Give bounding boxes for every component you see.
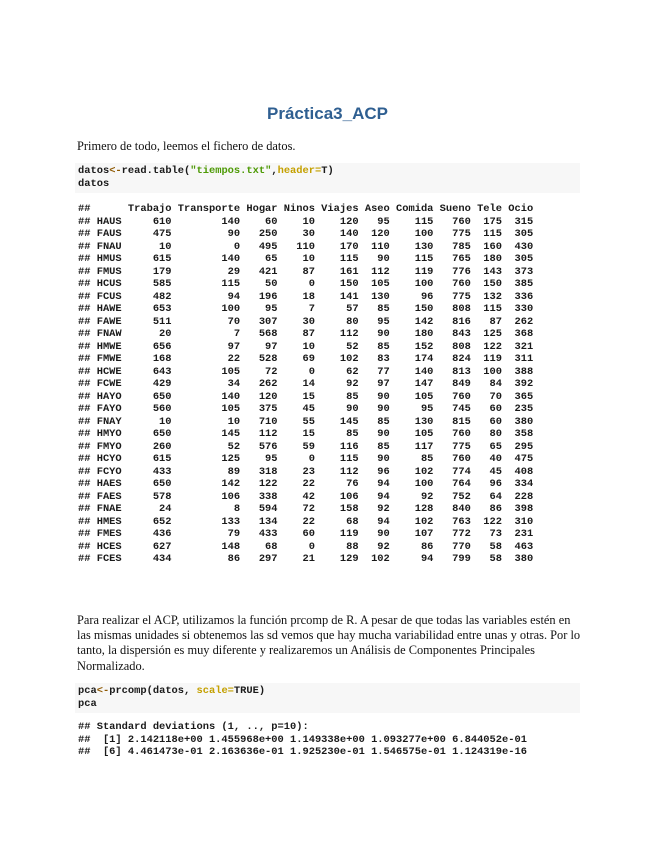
table-row: ## HMUS 615 140 65 10 115 90 115 765 180 305 bbox=[78, 253, 534, 265]
table-row: ## FAES 578 106 338 42 106 94 92 752 64 228 bbox=[78, 490, 534, 503]
table-row: ## FAWE 511 70 307 30 80 95 142 816 87 262 bbox=[78, 315, 534, 328]
table-row: ## FCYO 433 89 318 23 112 96 102 774 45 408 bbox=[78, 465, 534, 478]
table-row: ## HCUS 585 115 50 0 150 105 100 760 150 385 bbox=[78, 278, 534, 290]
data-table-output bbox=[78, 203, 583, 566]
std-dev-header: ## Standard deviations (1, .., p=10): bbox=[78, 721, 309, 733]
table-row: ## FMES 436 79 433 60 119 90 107 772 73 231 bbox=[78, 528, 534, 540]
std-dev-line-1: ## [1] 2.142118e+00 1.455968e+00 1.149338e+00 1.093277e+00 6.844052e-01 bbox=[78, 733, 527, 746]
table-row: ## HCWE 643 105 72 0 62 77 140 813 100 388 bbox=[78, 365, 534, 378]
intro-paragraph: Primero de todo, leemos el fichero de datos. bbox=[77, 139, 296, 153]
code-line-print-pca: pca bbox=[78, 697, 97, 710]
table-row: ## HCES 627 148 68 0 88 92 86 770 58 463 bbox=[78, 540, 534, 553]
table-row: ## HCYO 615 125 95 0 115 90 85 760 40 475 bbox=[78, 453, 534, 465]
table-row: ## FNAW 20 7 568 87 112 90 180 843 125 368 bbox=[78, 328, 534, 340]
table-header: ## Trabajo Transporte Hogar Ninos Viajes Aseo Comida Sueno Tele Ocio bbox=[78, 203, 534, 215]
table-row: ## HAYO 650 140 120 15 85 90 105 760 70 365 bbox=[78, 390, 534, 403]
table-row: ## FNAY 10 10 710 55 145 85 130 815 60 380 bbox=[78, 415, 534, 428]
explanation-paragraph: Para realizar el ACP, utilizamos la función prcomp de R. A pesar de que todas las variables estén en las mismas unidades si obtenemos las sd vemos que hay mucha variabilidad entre unas y otras. Por lo tanto, la dispersión es muy diferente y realizaremos un Análisis de Componentes Principales Normalizado. bbox=[77, 613, 581, 673]
table-row: ## FMYO 260 52 576 59 116 85 117 775 65 295 bbox=[78, 440, 534, 453]
table-row: ## FMWE 168 22 528 69 102 83 174 824 119 311 bbox=[78, 353, 534, 365]
code-line-print-datos: datos bbox=[78, 177, 110, 190]
code-block-pca bbox=[75, 683, 580, 713]
code-line-prcomp: pca<-prcomp(datos, scale=TRUE) bbox=[78, 685, 266, 697]
code-block-read-data bbox=[75, 163, 580, 193]
table-row: ## FCWE 429 34 262 14 92 97 147 849 84 392 bbox=[78, 378, 534, 390]
table-rows bbox=[78, 216, 583, 566]
table-row: ## HAWE 653 100 95 7 57 85 150 808 115 330 bbox=[78, 303, 534, 315]
pca-output bbox=[78, 721, 583, 759]
std-dev-line-2: ## [6] 4.461473e-01 2.163636e-01 1.925230e-01 1.546575e-01 1.124319e-16 bbox=[78, 746, 527, 758]
table-row: ## FNAU 10 0 495 110 170 110 130 785 160 430 bbox=[78, 240, 534, 253]
page-title: Práctica3_ACP bbox=[267, 104, 388, 123]
table-row: ## HAES 650 142 122 22 76 94 100 764 96 334 bbox=[78, 478, 534, 490]
table-row: ## HMES 652 133 134 22 68 94 102 763 122 310 bbox=[78, 515, 534, 528]
table-row: ## FCUS 482 94 196 18 141 130 96 775 132 336 bbox=[78, 290, 534, 303]
table-row: ## FNAE 24 8 594 72 158 92 128 840 86 398 bbox=[78, 503, 534, 515]
table-row: ## FAYO 560 105 375 45 90 90 95 745 60 235 bbox=[78, 403, 534, 415]
code-line-read-table: datos<-read.table("tiempos.txt",header=T) bbox=[78, 165, 334, 177]
table-row: ## FAUS 475 90 250 30 140 120 100 775 115 305 bbox=[78, 228, 534, 240]
table-row: ## FCES 434 86 297 21 129 102 94 799 58 380 bbox=[78, 553, 534, 565]
table-row: ## FMUS 179 29 421 87 161 112 119 776 143 373 bbox=[78, 265, 534, 278]
table-row: ## HAUS 610 140 60 10 120 95 115 760 175 315 bbox=[78, 215, 534, 228]
table-row: ## HMWE 656 97 97 10 52 85 152 808 122 321 bbox=[78, 340, 534, 353]
table-row: ## HMYO 650 145 112 15 85 90 105 760 80 358 bbox=[78, 428, 534, 440]
